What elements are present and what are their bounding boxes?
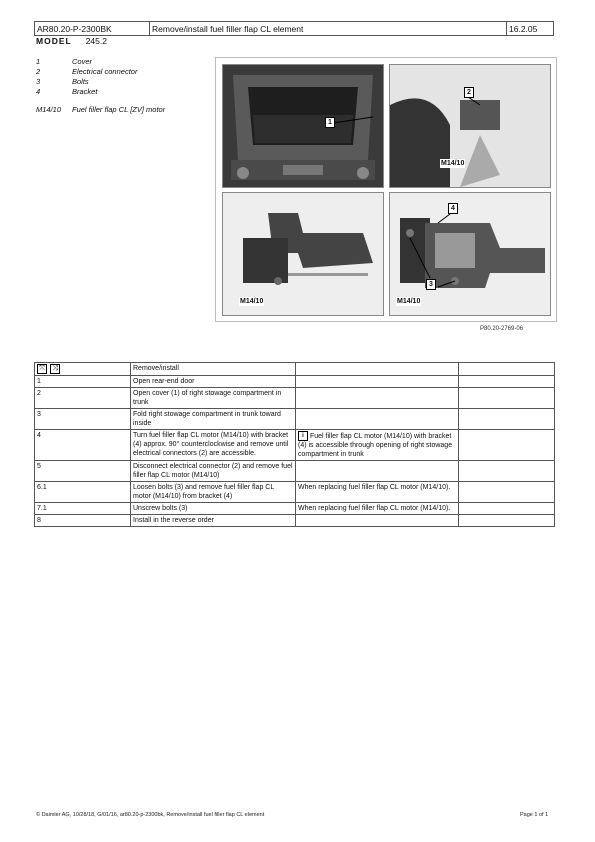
steps-table xyxy=(34,362,555,527)
install-icon: ⤨ xyxy=(50,364,60,374)
model-line xyxy=(36,36,107,46)
table-row: 6.1 Loosen bolts (3) and remove fuel filler flap CL motor (M14/10) from bracket (4) When replacing fuel filler flap CL motor (M14/10). xyxy=(35,482,555,503)
doc-date: 16.2.05 xyxy=(507,22,554,36)
photo-bracket xyxy=(389,192,551,316)
photo-connector xyxy=(389,64,551,188)
table-row: 8 Install in the reverse order xyxy=(35,515,555,527)
callout-3: 3 xyxy=(426,279,436,290)
legend-item: 2 Electrical connector xyxy=(36,67,138,76)
legend-item-motor: M14/10 Fuel filler flap CL [ZV] motor xyxy=(36,105,166,114)
remove-icon: ⤧ xyxy=(37,364,47,374)
label-motor-c: M14/10 xyxy=(397,298,421,305)
legend xyxy=(36,57,165,115)
table-header-row xyxy=(35,363,555,376)
table-row: 4 Turn fuel filler flap CL motor (M14/10) with bracket (4) approx. 90° counterclockwise and remove until electrical connectors (2) are accessible. i Fuel filler flap CL motor (M14/10) with bracket (4) is accessible through opening of right stowage compartment in trunk xyxy=(35,430,555,461)
tool-icons-cell xyxy=(35,363,131,376)
callout-4: 4 xyxy=(448,203,458,214)
legend-item: 1 Cover xyxy=(36,57,93,66)
model-value: 245.2 xyxy=(85,36,107,46)
page-number: Page 1 of 1 xyxy=(520,812,549,818)
model-label: MODEL xyxy=(36,36,72,46)
photo-trunk xyxy=(222,64,384,188)
table-row: 7.1 Unscrew bolts (3) When replacing fuel filler flap CL motor (M14/10). xyxy=(35,503,555,515)
legend-item: 3 Bolts xyxy=(36,77,89,86)
callout-2: 2 xyxy=(464,87,474,98)
footer-text: © Daimler AG, 10/28/18, G/01/16, ar80.20-p-2300bk, Remove/install fuel filler flap CL element xyxy=(36,812,265,818)
table-row: 1 Open rear-end door xyxy=(35,376,555,388)
table-header: Remove/install xyxy=(131,363,296,376)
document-header xyxy=(34,21,554,36)
connector-illustration xyxy=(390,65,550,187)
figure-panel xyxy=(215,57,557,322)
table-row: 5 Disconnect electrical connector (2) and remove fuel filler flap CL motor (M14/10) xyxy=(35,461,555,482)
trunk-illustration xyxy=(223,65,383,187)
table-row: 3 Fold right stowage compartment in trunk toward inside xyxy=(35,409,555,430)
legend-item: 4 Bracket xyxy=(36,87,98,96)
doc-title: Remove/install fuel filler flap CL element xyxy=(150,22,507,36)
doc-id: AR80.20-P-2300BK xyxy=(35,22,150,36)
figure-reference: P80.20-2769-06 xyxy=(480,326,524,332)
info-note: Fuel filler flap CL motor (M14/10) with bracket (4) is accessible through opening of right stowage compartment in trunk xyxy=(298,432,453,458)
label-motor-a: M14/10 xyxy=(441,160,465,167)
table-row: 2 Open cover (1) of right stowage compartment in trunk xyxy=(35,388,555,409)
label-motor-b: M14/10 xyxy=(240,298,264,305)
info-icon: i xyxy=(298,431,308,441)
photo-motor xyxy=(222,192,384,316)
callout-1: 1 xyxy=(325,117,335,128)
